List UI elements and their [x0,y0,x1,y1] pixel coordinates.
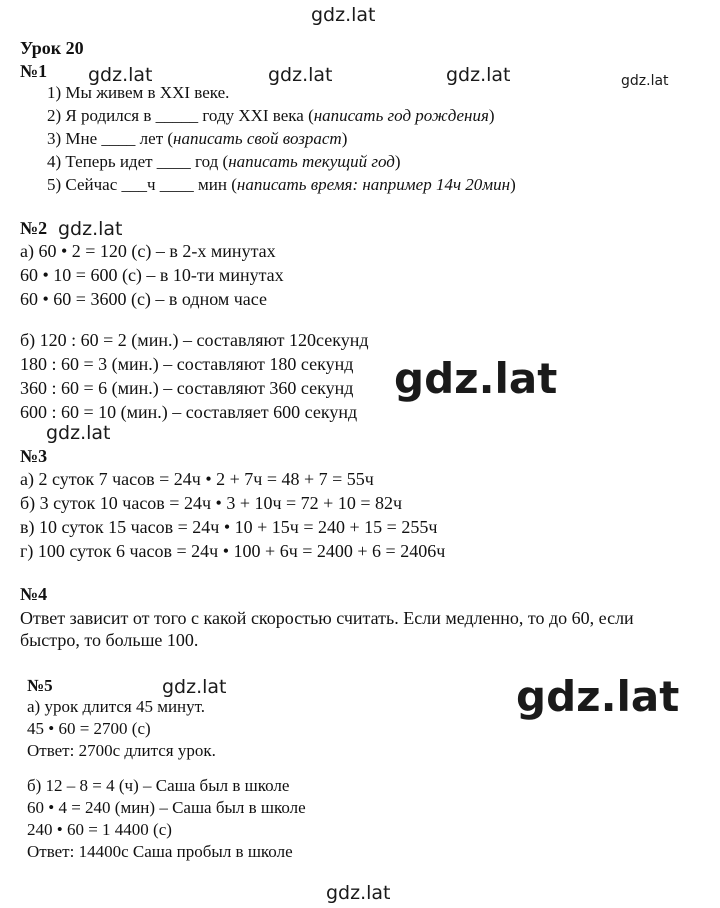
task3-line-1: а) 2 суток 7 часов = 24ч • 2 + 7ч = 48 + 7 = 55ч [20,469,374,489]
task4-line-1: Ответ зависит от того с какой скоростью считать. Если медленно, то до 60, если [20,608,634,628]
task5-b-line-4: Ответ: 14400с Саша пробыл в школе [27,842,293,861]
task1-line-5-text: 5) Сейчас ___ч ____ мин ( [47,175,237,194]
task1-line-2-hint: написать год рождения [313,106,489,125]
lesson-title: Урок 20 [20,38,84,58]
task2-b-line-1: б) 120 : 60 = 2 (мин.) – составляют 120секунд [20,330,369,350]
task1-line-1: 1) Мы живем в XXI веке. [47,83,230,102]
watermark-task1-right: gdz.lat [446,64,511,86]
task5-b-line-3: 240 • 60 = 1 4400 (с) [27,820,172,839]
task1-line-3-end: ) [341,129,348,148]
task3-line-3: в) 10 суток 15 часов = 24ч • 10 + 15ч = 240 + 15 = 255ч [20,517,438,537]
task5-a-line-1: а) урок длится 45 минут. [27,697,206,716]
task2-a-line-1: а) 60 • 2 = 120 (с) – в 2-х минутах [20,241,276,261]
watermark-task5: gdz.lat [162,676,227,698]
watermark-large-bottom: gdz.lat [516,672,680,721]
task1-line-4-end: ) [394,152,401,171]
watermark-top: gdz.lat [311,4,376,26]
task1-line-3-text: 3) Мне ____ лет ( [47,129,174,148]
task1-line-5-hint: написать время: например 14ч 20мин [236,175,511,194]
task3-heading: №3 [20,446,48,466]
task5-a-line-3: Ответ: 2700с длится урок. [27,741,216,760]
watermark-task1-left: gdz.lat [88,64,153,86]
task1-line-2-text: 2) Я родился в _____ году XXI века ( [47,106,314,125]
task1-line-5 [47,176,516,193]
task2-a-line-2: 60 • 10 = 600 (с) – в 10-ти минутах [20,265,284,285]
task1-line-2 [47,107,495,124]
task1-line-4-hint: написать текущий год [228,152,395,171]
task5-b-line-2: 60 • 4 = 240 (мин) – Саша был в школе [27,798,306,817]
task1-line-4 [47,153,401,170]
task1-heading: №1 [20,61,48,81]
task1-line-4-text: 4) Теперь идет ____ год ( [47,152,229,171]
task1-line-5-end: ) [510,175,516,194]
watermark-task3: gdz.lat [46,422,111,444]
task2-b-line-2: 180 : 60 = 3 (мин.) – составляют 180 секунд [20,354,354,374]
watermark-task1-far-right: gdz.lat [621,73,669,89]
task3-line-4: г) 100 суток 6 часов = 24ч • 100 + 6ч = 2400 + 6 = 2406ч [20,541,446,561]
task1-line-3 [47,130,347,147]
task1-line-3-hint: написать свой возраст [173,129,342,148]
task4-heading: №4 [20,584,48,604]
task3-line-2: б) 3 суток 10 часов = 24ч • 3 + 10ч = 72 + 10 = 82ч [20,493,403,513]
task4-line-2: быстро, то больше 100. [20,630,199,650]
task2-a-line-3: 60 • 60 = 3600 (с) – в одном часе [20,289,267,309]
task5-heading: №5 [27,676,53,695]
watermark-task2: gdz.lat [58,218,123,240]
task2-b-line-3: 360 : 60 = 6 (мин.) – составляют 360 секунд [20,378,354,398]
task2-b-line-4: 600 : 60 = 10 (мин.) – составляет 600 секунд [20,402,358,422]
task5-a-line-2: 45 • 60 = 2700 (с) [27,719,151,738]
task5-b-line-1: б) 12 – 8 = 4 (ч) – Саша был в школе [27,776,290,795]
watermark-bottom: gdz.lat [326,882,391,904]
watermark-large-middle: gdz.lat [394,354,558,403]
task2-heading: №2 [20,218,48,238]
task1-line-2-end: ) [488,106,495,125]
watermark-task1-mid: gdz.lat [268,64,333,86]
